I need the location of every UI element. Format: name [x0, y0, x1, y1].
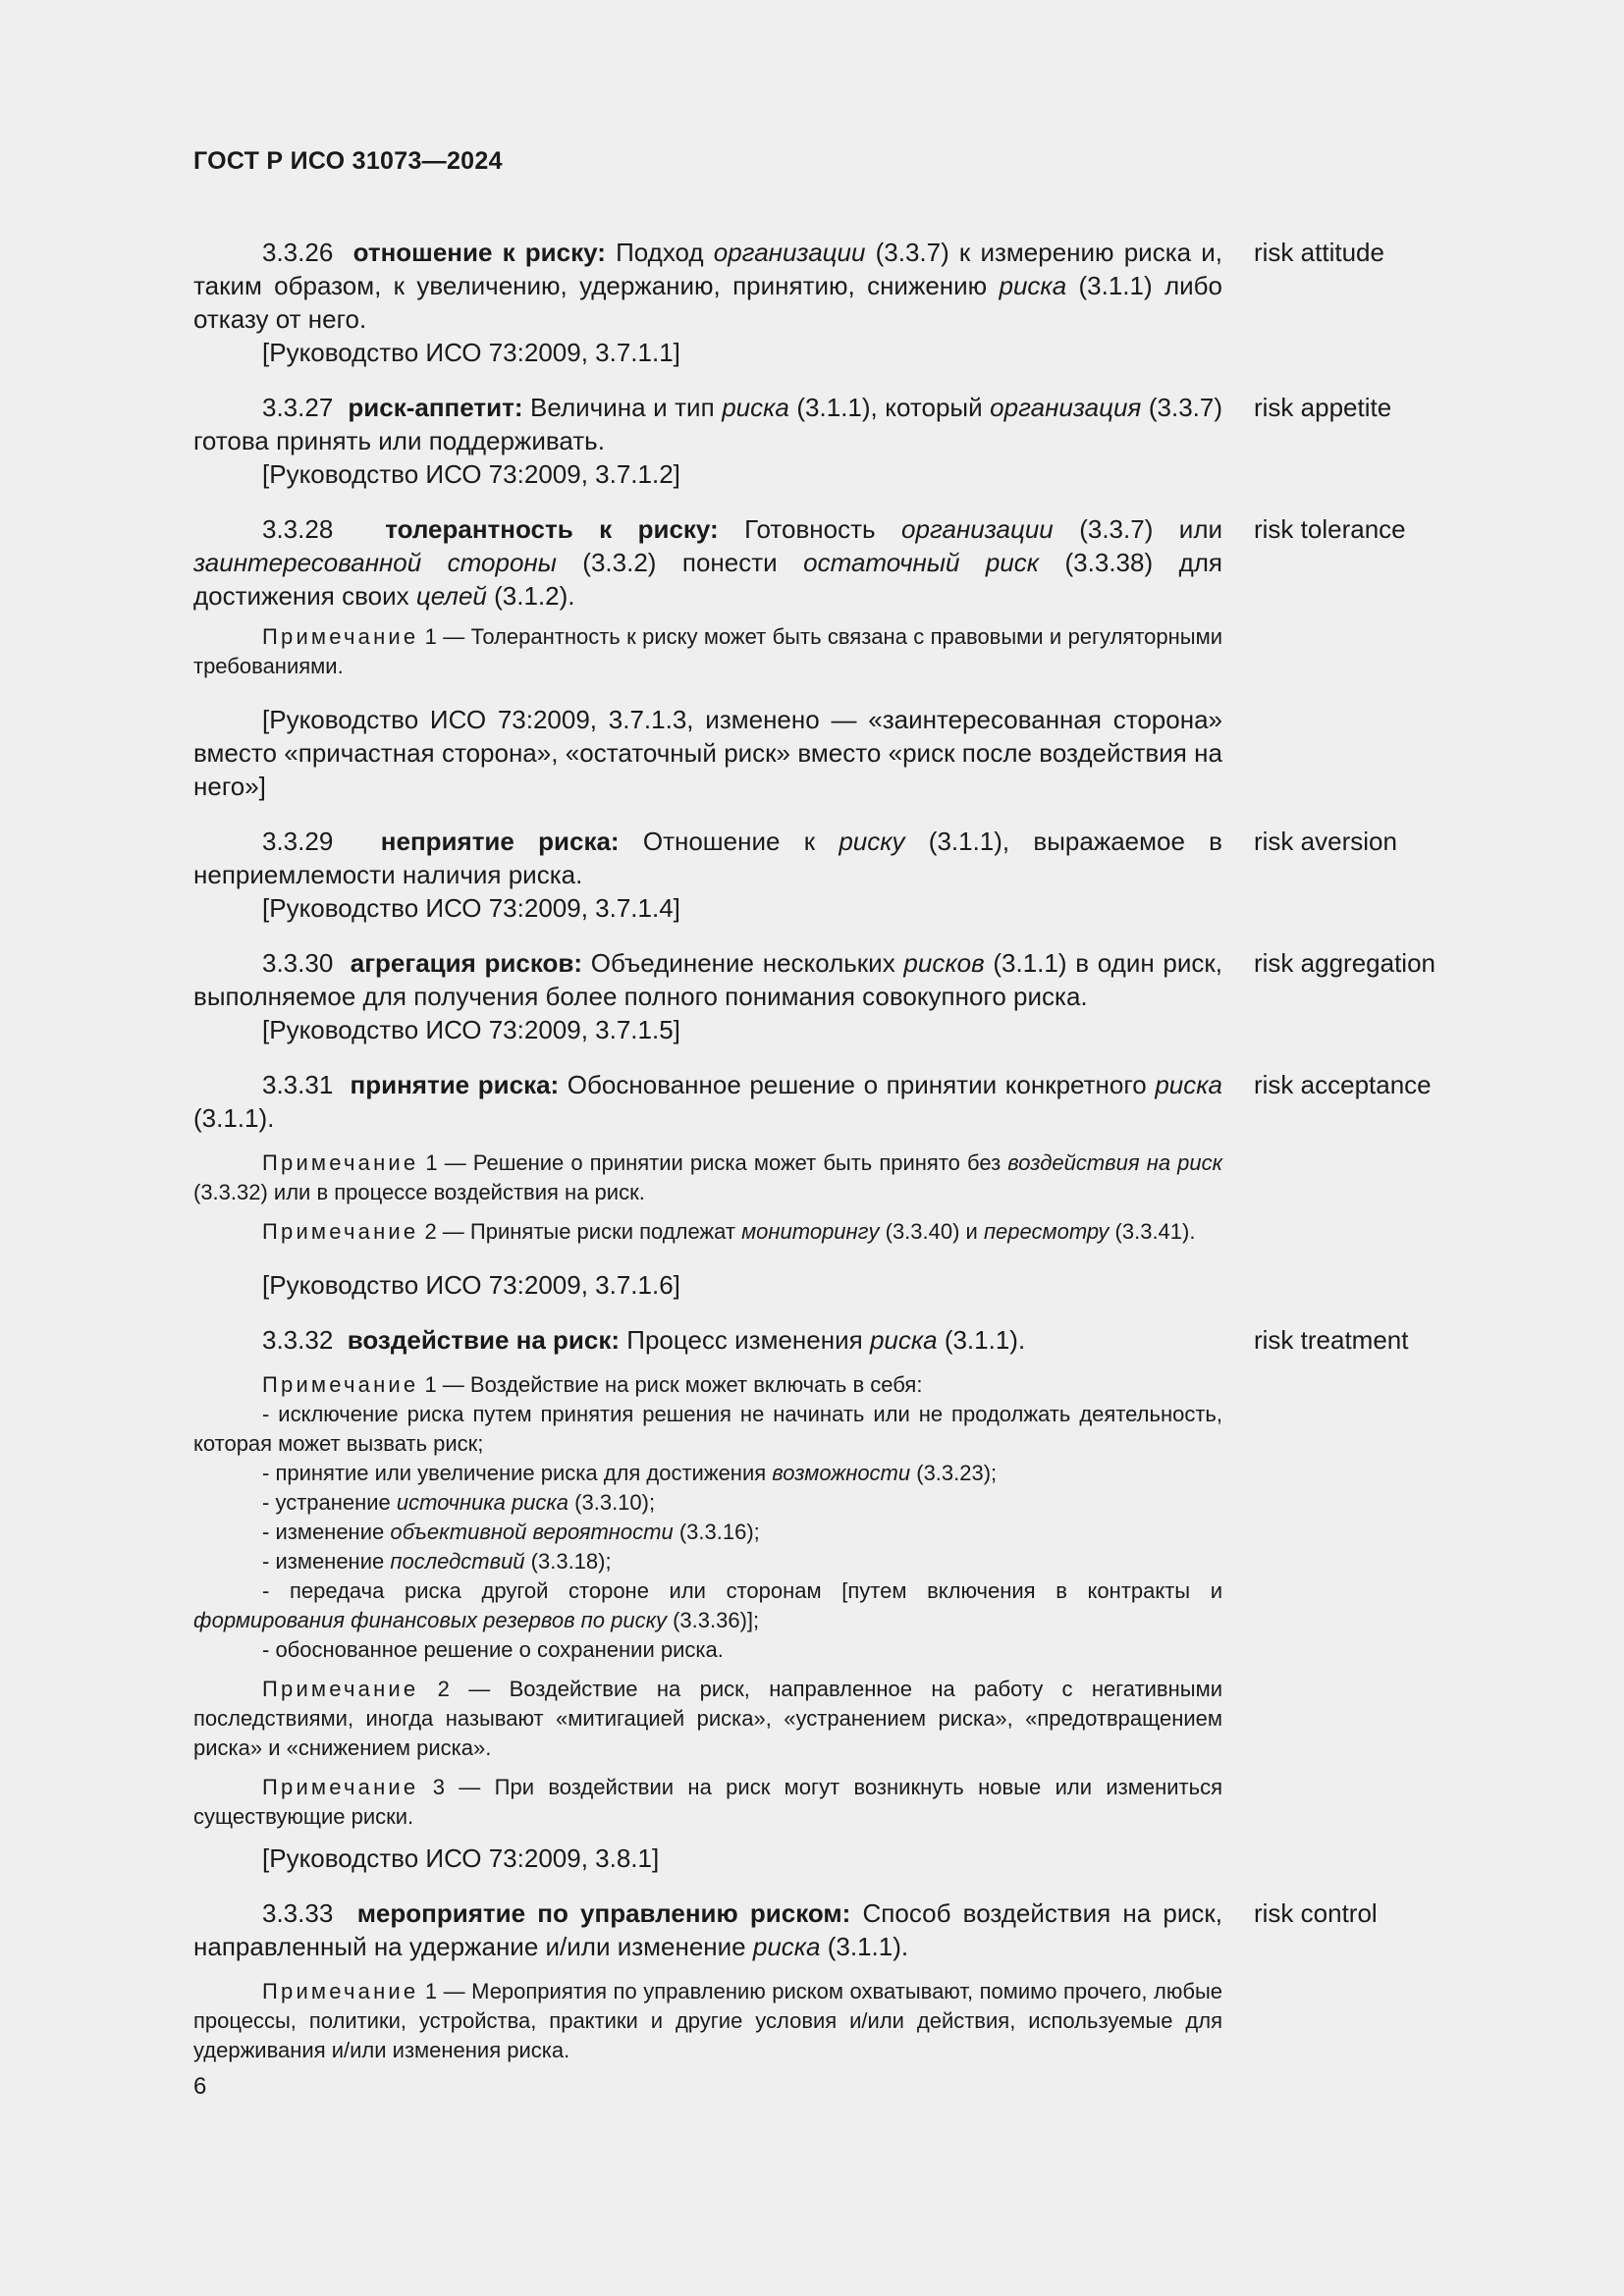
- definition: 3.3.33 мероприятие по управлению риском: Способ воздействия на риск, направленный на удержание и/или изменение риска (3.1.1).: [193, 1898, 1222, 1961]
- list-item: - изменение объективной вероятности (3.3.16);: [262, 1520, 760, 1544]
- term-entry-3-3-28: [193, 512, 1470, 803]
- english-term: risk tolerance: [1254, 514, 1406, 544]
- term: неприятие риска:: [380, 827, 620, 856]
- list-item: - обоснованное решение о сохранении риска.: [262, 1637, 724, 1662]
- document-header: ГОСТ Р ИСО 31073—2024: [193, 147, 503, 175]
- term-entry-3-3-30: [193, 946, 1470, 1046]
- english-term: risk control: [1254, 1898, 1378, 1928]
- list-item: - исключение риска путем принятия решения не начинать или не продолжать деятельность, которая может вызвать риск;: [193, 1402, 1222, 1456]
- english-term: risk acceptance: [1254, 1070, 1432, 1099]
- definition: 3.3.29 неприятие риска: Отношение к риску (3.1.1), выражаемое в неприемлемости наличия риска.: [193, 827, 1222, 889]
- page-number: 6: [193, 2073, 207, 2100]
- list-item: - устранение источника риска (3.3.10);: [262, 1490, 656, 1515]
- definition: 3.3.32 воздействие на риск: Процесс изменения риска (3.1.1).: [262, 1325, 1026, 1355]
- english-term: risk aversion: [1254, 827, 1397, 856]
- list-item: - изменение последствий (3.3.18);: [262, 1549, 612, 1574]
- note-1: Примечание 1 — Решение о принятии риска может быть принято без воздействия на риск (3.3.32) или в процессе воздействия на риск.: [193, 1150, 1222, 1204]
- term-entry-3-3-33: [193, 1896, 1470, 2065]
- note-2: Примечание 2 — Воздействие на риск, направленное на работу с негативными последствиями, иногда называют «митигацией риска», «устранением риска», «предотвращением риска» и «снижением риска».: [193, 1677, 1222, 1760]
- term-entry-3-3-31: [193, 1068, 1470, 1302]
- definition: 3.3.30 агрегация рисков: Объединение нескольких рисков (3.1.1) в один риск, выполняемое для получения более полного понимания совокупного риска.: [193, 948, 1222, 1011]
- term-entry-3-3-26: [193, 236, 1470, 369]
- term: отношение к риску:: [352, 238, 606, 267]
- term: воздействие на риск:: [347, 1325, 621, 1355]
- term: принятие риска:: [350, 1070, 560, 1099]
- source-reference: [Руководство ИСО 73:2009, 3.7.1.1]: [262, 338, 680, 367]
- source-reference: [Руководство ИСО 73:2009, 3.7.1.6]: [262, 1270, 680, 1300]
- note-1: Примечание 1 — Воздействие на риск может включать в себя:: [262, 1372, 923, 1397]
- term-entry-3-3-29: [193, 825, 1470, 925]
- term: риск-аппетит:: [348, 393, 523, 422]
- note-3: Примечание 3 — При воздействии на риск могут возникнуть новые или измениться существующие риски.: [193, 1775, 1222, 1829]
- list-item: - принятие или увеличение риска для достижения возможности (3.3.23);: [262, 1461, 998, 1485]
- term: мероприятие по управлению риском:: [356, 1898, 851, 1928]
- english-term: risk aggregation: [1254, 948, 1435, 978]
- definition: 3.3.26 отношение к риску: Подход организации (3.3.7) к измерению риска и, таким образом, к увеличению, удержанию, принятию, снижению риска (3.1.1) либо отказу от него.: [193, 238, 1223, 334]
- source-reference: [Руководство ИСО 73:2009, 3.7.1.5]: [262, 1015, 680, 1044]
- english-term: risk appetite: [1254, 393, 1392, 422]
- definition: 3.3.27 риск-аппетит: Величина и тип риска (3.1.1), который организация (3.3.7) готова принять или поддерживать.: [193, 393, 1222, 455]
- source-reference: [Руководство ИСО 73:2009, 3.7.1.2]: [262, 459, 680, 489]
- term: агрегация рисков:: [350, 948, 583, 978]
- term: толерантность к риску:: [385, 514, 719, 544]
- definition: 3.3.31 принятие риска: Обоснованное решение о принятии конкретного риска (3.1.1).: [193, 1070, 1222, 1133]
- term-entry-3-3-32: [193, 1323, 1470, 1875]
- english-term: risk attitude: [1254, 238, 1384, 267]
- list-item: - передача риска другой стороне или сторонам [путем включения в контракты и формирования финансовых резервов по риску (3.3.36)];: [193, 1578, 1222, 1632]
- source-reference: [Руководство ИСО 73:2009, 3.7.1.4]: [262, 893, 680, 923]
- source-reference: [Руководство ИСО 73:2009, 3.8.1]: [262, 1843, 660, 1873]
- note-2: Примечание 2 — Принятые риски подлежат мониторингу (3.3.40) и пересмотру (3.3.41).: [262, 1219, 1196, 1244]
- english-term: risk treatment: [1254, 1325, 1409, 1355]
- source-reference: [Руководство ИСО 73:2009, 3.7.1.3, изменено — «заинтересованная сторона» вместо «причастная сторона», «остаточный риск» вместо «риск после воздействия на него»]: [193, 705, 1222, 801]
- terms-section: [193, 236, 1470, 2065]
- definition: 3.3.28 толерантность к риску: Готовность организации (3.3.7) или заинтересованной стороны (3.3.2) понести остаточный риск (3.3.38) для достижения своих целей (3.1.2).: [193, 514, 1223, 611]
- note-1: Примечание 1 — Мероприятия по управлению риском охватывают, помимо прочего, любые процессы, политики, устройства, практики и другие условия и/или действия, используемые для удерживания и/или изменения риска.: [193, 1979, 1222, 2062]
- term-entry-3-3-27: [193, 391, 1470, 491]
- note-1: Примечание 1 — Толерантность к риску может быть связана с правовыми и регуляторными требованиями.: [193, 624, 1222, 678]
